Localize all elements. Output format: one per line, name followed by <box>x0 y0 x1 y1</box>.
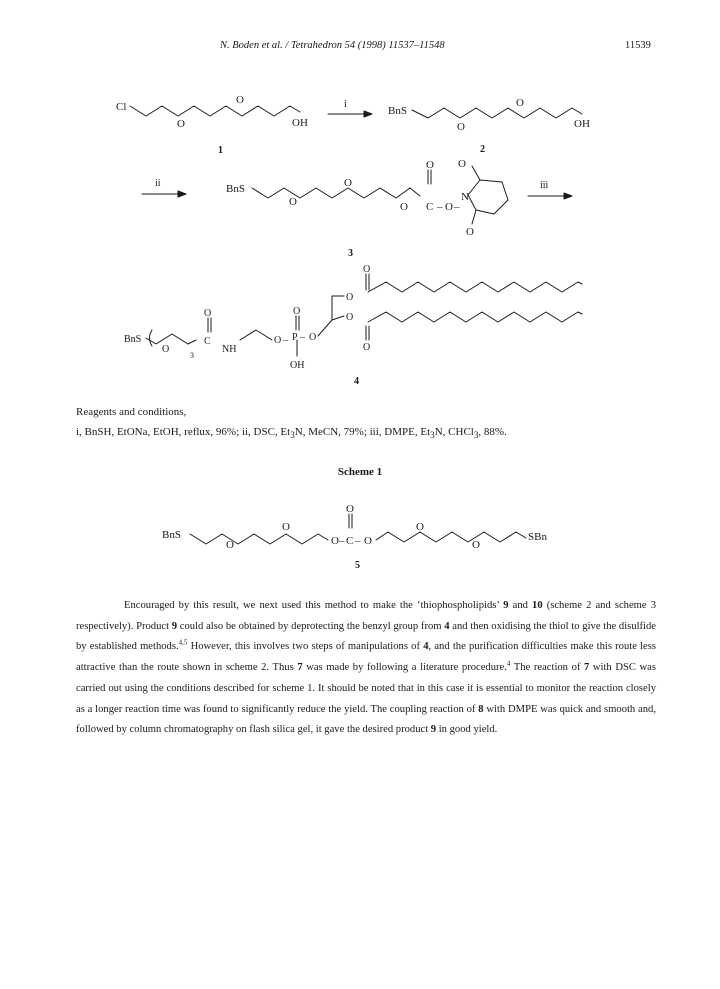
compound-3-label: 3 <box>348 248 353 259</box>
compound-1-oh: OH <box>292 117 308 129</box>
compound-5-co-o: O <box>346 503 354 515</box>
reagents-heading: Reagents and conditions, <box>76 406 187 418</box>
compound-3-n: N <box>461 191 469 203</box>
compound-2-label: 2 <box>480 144 485 155</box>
reagents-and-conditions <box>76 402 656 445</box>
step-iii-label: iii <box>540 180 549 191</box>
compound-5-o1: O <box>226 539 234 551</box>
compound-4-peg-bracket <box>150 330 153 346</box>
compound-1-cl: Cl <box>116 101 127 113</box>
compound-4-p-oh: OH <box>290 360 305 371</box>
compound-3-ring-co-2 <box>472 210 476 224</box>
compound-5-bns: BnS <box>162 529 181 541</box>
compound-4-subscript: 3 <box>190 351 194 360</box>
compound-5-o3: O <box>331 535 339 547</box>
compound-3-chain <box>252 188 420 198</box>
scheme-caption: Scheme 1 <box>337 466 383 478</box>
compound-3-o4: O <box>445 201 453 213</box>
compound-3-succinimide <box>468 180 508 214</box>
compound-4-ethyl-linker <box>240 330 272 340</box>
compound-3-o2: O <box>344 177 352 189</box>
compound-4-carbamate-c: C <box>204 336 211 347</box>
compound-4-carbamate-o: O <box>204 308 212 319</box>
body-paragraph: Encouraged by this result, we next used this method to make the ‘thiophospholipids’ 9 and 10 (scheme 2 and scheme 3 respectively). Product 9 could also be obtained by deprotecting the benzyl group from 4 and then oxidising the thiol to give the disulfide by established methods.$^{4,5}$ However, this involves two steps of manipulations of 4, and the purification difficulties make this route less attractive than the route shown in scheme 2. Thus 7 was made by following a literature procedure.$^4$ The reaction of 7 with DSC was carried out using the conditions described for scheme 1. It should be noted that in this case it is essential to monitor the reaction closely as a longer reaction time was found to significantly reduce the yield. The coupling reaction of 8 with DMPE was quick and smooth and, followed by column chromatography on flash silica gel, it gave the desired product 9 in good yield. <box>76 600 656 736</box>
compound-3-co-o: O <box>426 159 434 171</box>
compound-4-nh: NH <box>222 344 237 355</box>
compound-4-o-peg: O <box>162 344 170 355</box>
compound-4-upper-acyl-chain <box>368 282 582 292</box>
compound-5-o5: O <box>416 521 424 533</box>
arrow-ii-head <box>178 191 186 197</box>
compound-2-chain <box>412 108 582 118</box>
compound-4-upper-ester-o: O <box>363 264 371 275</box>
compound-4-dash-b: – <box>300 332 305 343</box>
compound-4-p-o-top: O <box>293 306 301 317</box>
compound-4-glycerol-sn2 <box>332 316 344 320</box>
arrow-iii-head <box>564 193 572 199</box>
page-number: 11539 <box>625 40 651 51</box>
compound-4-p: P <box>292 332 298 343</box>
compound-2-bns: BnS <box>388 105 407 117</box>
compound-3-o1: O <box>289 196 297 208</box>
arrow-i-head <box>364 111 372 117</box>
compound-5-o2: O <box>282 521 290 533</box>
compound-5-sbn: SBn <box>528 531 547 543</box>
compound-1-chain <box>130 106 300 116</box>
step-ii-label: ii <box>155 178 161 189</box>
compound-3-c: C <box>426 201 434 213</box>
compound-3-dash-1: – <box>437 201 443 213</box>
compound-5-o4: O <box>364 535 372 547</box>
compound-5-dash-1: – <box>339 535 345 547</box>
compound-5-right-chain <box>376 532 526 542</box>
compound-2-oh: OH <box>574 118 590 130</box>
step-i-label: i <box>344 99 347 110</box>
compound-5-left-chain <box>190 534 328 544</box>
compound-4-o-lower: O <box>346 312 354 323</box>
compound-4-peg-chain <box>146 334 196 344</box>
compound-5-o6: O <box>472 539 480 551</box>
compound-1-label: 1 <box>218 145 223 156</box>
compound-3-bns: BnS <box>226 183 245 195</box>
compound-5-c: C <box>346 535 354 547</box>
compound-4-dash-a: – <box>283 335 288 346</box>
compound-2-o2: O <box>516 97 524 109</box>
compound-3-o3: O <box>400 201 408 213</box>
compound-4-glycerol <box>318 296 344 336</box>
compound-3-dash-2: – <box>454 201 460 213</box>
compound-4-o-b: O <box>309 332 317 343</box>
compound-4-bns: BnS <box>124 334 142 345</box>
compound-1-o2: O <box>236 94 244 106</box>
compound-4-o-upper: O <box>346 292 354 303</box>
compound-3-ring-o2: O <box>466 226 474 238</box>
running-head: N. Boden et al. / Tetrahedron 54 (1998) 11537–11548 <box>220 40 445 51</box>
compound-4-o-a: O <box>274 335 282 346</box>
compound-3-ring-o1: O <box>458 158 466 170</box>
compound-4-lower-ester-o: O <box>363 342 371 353</box>
compound-4-lower-acyl-chain <box>368 312 582 322</box>
compound-2-o1: O <box>457 121 465 133</box>
compound-5-label: 5 <box>355 560 360 571</box>
compound-5-dash-2: – <box>355 535 361 547</box>
compound-1-o1: O <box>177 118 185 130</box>
reagents-line: i, BnSH, EtONa, EtOH, reflux, 96%; ii, DSC, $Et_3N$, MeCN, 79%; iii, DMPE, $Et_3N$, CHCl$_3$, 88%. <box>76 426 507 441</box>
compound-4-label: 4 <box>354 376 359 387</box>
compound-3-ring-co-1 <box>472 166 480 180</box>
